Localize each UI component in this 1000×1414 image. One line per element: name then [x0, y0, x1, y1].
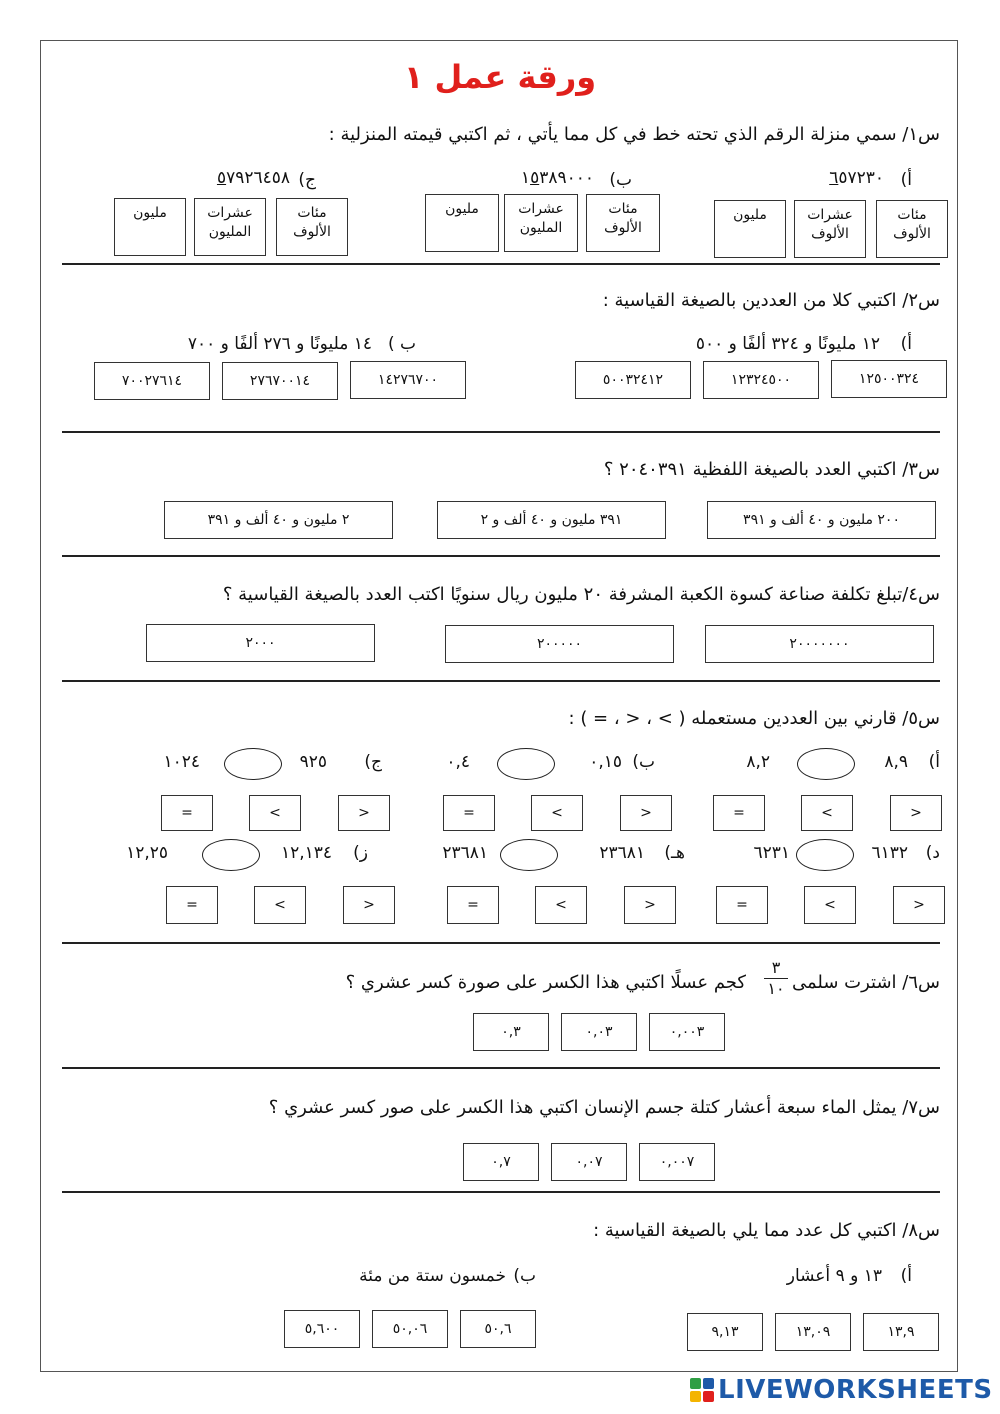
q5-right-value: ٦٢٣١: [753, 843, 790, 863]
q1a-label: أ): [900, 170, 912, 190]
q1a-underlined-digit: ٦: [829, 168, 839, 188]
q5-item-label: ب): [632, 752, 655, 772]
separator: [62, 680, 940, 682]
q6-fraction-denominator: ١٠: [767, 979, 785, 998]
logo-square: [690, 1391, 701, 1402]
separator: [62, 431, 940, 433]
q5-symbol-eq[interactable]: =: [166, 886, 218, 924]
q5-symbol-gt[interactable]: >: [535, 886, 587, 924]
q1b-number-first: ١: [520, 168, 531, 188]
q5-symbol-gt[interactable]: >: [249, 795, 301, 831]
q1b-option[interactable]: مليون: [425, 194, 499, 252]
separator: [62, 555, 940, 557]
q7-option[interactable]: ٠,٠٠٧: [639, 1143, 715, 1181]
logo-square: [703, 1378, 714, 1389]
q1-text: س١/ سمي منزلة الرقم الذي تحته خط في كل مما يأتي ، ثم اكتبي قيمته المنزلية :: [328, 124, 940, 145]
separator: [62, 942, 940, 944]
q1c-option[interactable]: مئات الألوف: [276, 198, 348, 256]
q3-text: س٣/ اكتبي العدد بالصيغة اللفظية ٢٠٤٠٣٩١ ؟: [603, 459, 940, 480]
q1a-number: [829, 168, 884, 188]
logo-grid-icon: [690, 1378, 714, 1402]
q1b-option[interactable]: عشرات المليون: [504, 194, 578, 252]
q8b-option[interactable]: ٥٠,٦: [460, 1310, 536, 1348]
q5-symbol-eq[interactable]: =: [161, 795, 213, 831]
logo-square: [703, 1391, 714, 1402]
q5-symbol-gt[interactable]: >: [254, 886, 306, 924]
q3-option[interactable]: ٢ مليون و ٤٠ ألف و ٣٩١: [164, 501, 393, 539]
q1a-number-rest: ٥٧٢٣٠: [838, 168, 884, 188]
separator: [62, 1067, 940, 1069]
q5-compare-oval[interactable]: [500, 839, 558, 871]
q5-symbol-lt[interactable]: <: [343, 886, 395, 924]
q5-right-value: ٢٣٦٨١: [442, 843, 488, 863]
q5-compare-oval[interactable]: [796, 839, 854, 871]
q5-item-label: د): [925, 843, 940, 863]
liveworksheets-logo: [690, 1374, 993, 1406]
q8b-expression: خمسون ستة من مئة: [359, 1266, 506, 1286]
q1c-option[interactable]: عشرات المليون: [194, 198, 266, 256]
q2a-label: أ): [900, 334, 912, 354]
q1b-number: [521, 168, 594, 188]
q5-right-value: ٠,٤: [446, 752, 470, 772]
q5-symbol-lt[interactable]: <: [620, 795, 672, 831]
q1c-option[interactable]: مليون: [114, 198, 186, 256]
q8a-option[interactable]: ١٣,٩: [863, 1313, 939, 1351]
q5-symbol-gt[interactable]: >: [804, 886, 856, 924]
q2a-option[interactable]: ١٢٥٠٠٣٢٤: [831, 360, 947, 398]
q5-compare-oval[interactable]: [202, 839, 260, 871]
q1b-label: ب): [609, 170, 632, 190]
q8a-label: أ): [900, 1266, 912, 1286]
q5-compare-oval[interactable]: [224, 748, 282, 780]
q5-left-value: ٠,١٥: [589, 752, 622, 772]
q1c-number-rest: ٧٩٢٦٤٥٨: [226, 168, 290, 188]
q8a-option[interactable]: ١٣,٠٩: [775, 1313, 851, 1351]
q8b-label: ب): [513, 1266, 536, 1286]
q1b-underlined-digit: ٥: [530, 168, 540, 188]
q2b-option[interactable]: ١٤٢٧٦٧٠٠: [350, 361, 466, 399]
q2-text: س٢/ اكتبي كلا من العددين بالصيغة القياسية :: [602, 290, 940, 311]
q2b-option[interactable]: ٢٧٦٧٠٠١٤: [222, 362, 338, 400]
q4-text: س٤/تبلغ تكلفة صناعة كسوة الكعبة المشرفة ٢٠ مليون ريال سنويًا اكتب العدد بالصيغة القياسية ؟: [222, 584, 940, 605]
q5-symbol-eq[interactable]: =: [447, 886, 499, 924]
q5-left-value: ٨,٩: [884, 752, 908, 772]
q5-item-label: ز): [353, 843, 368, 863]
q2b-option[interactable]: ٧٠٠٢٧٦١٤: [94, 362, 210, 400]
q2b-expression: ١٤ مليونًا و ٢٧٦ ألفًا و ٧٠٠: [187, 334, 372, 354]
q4-option[interactable]: ٢٠٠٠٠٠٠٠: [705, 625, 934, 663]
q1a-option[interactable]: مئات الألوف: [876, 200, 948, 258]
q1b-number-rest: ٣٨٩٠٠٠: [539, 168, 594, 188]
q1c-number: [217, 168, 290, 188]
q5-symbol-gt[interactable]: >: [531, 795, 583, 831]
q4-option[interactable]: ٢٠٠٠: [146, 624, 375, 662]
q6-option[interactable]: ٠,٠٠٣: [649, 1013, 725, 1051]
q5-symbol-gt[interactable]: >: [801, 795, 853, 831]
q6-fraction: [764, 958, 788, 999]
q5-text: س٥/ قارني بين العددين مستعمله ( > ، < ، = ) :: [568, 708, 940, 729]
q5-symbol-lt[interactable]: <: [893, 886, 945, 924]
q6-text-end: كجم عسلًا اكتبي هذا الكسر على صورة كسر عشري ؟: [345, 972, 746, 993]
q1a-option[interactable]: عشرات الألوف: [794, 200, 866, 258]
q5-compare-oval[interactable]: [497, 748, 555, 780]
q5-right-value: ١٢,٢٥: [126, 843, 168, 863]
q5-item-label: هـ): [664, 843, 685, 863]
q5-symbol-lt[interactable]: <: [624, 886, 676, 924]
q5-right-value: ٨,٢: [746, 752, 770, 772]
q8a-option[interactable]: ٩,١٣: [687, 1313, 763, 1351]
q6-text-start: س٦/ اشترت سلمى: [791, 972, 940, 993]
q2a-option[interactable]: ١٢٣٢٤٥٠٠: [703, 361, 819, 399]
q2b-label: ب ): [387, 334, 416, 354]
q7-option[interactable]: ٠,٠٧: [551, 1143, 627, 1181]
q5-symbol-lt[interactable]: <: [338, 795, 390, 831]
q5-item-label: ج): [364, 752, 382, 772]
q5-compare-oval[interactable]: [797, 748, 855, 780]
q6-fraction-numerator: ٣: [764, 958, 788, 979]
q5-item-label: أ): [928, 752, 940, 772]
q7-text: س٧/ يمثل الماء سبعة أعشار كتلة جسم الإنسان اكتبي هذا الكسر على صور كسر عشري ؟: [268, 1097, 940, 1118]
q2a-option[interactable]: ٥٠٠٣٢٤١٢: [575, 361, 691, 399]
separator: [62, 263, 940, 265]
logo-text: LIVEWORKSHEETS: [718, 1375, 993, 1405]
q6-option[interactable]: ٠,٠٣: [561, 1013, 637, 1051]
q8a-expression: ١٣ و ٩ أعشار: [786, 1266, 882, 1286]
q7-option[interactable]: ٠,٧: [463, 1143, 539, 1181]
q1a-option[interactable]: مليون: [714, 200, 786, 258]
q4-option[interactable]: ٢٠٠٠٠٠: [445, 625, 674, 663]
q5-right-value: ١٠٢٤: [163, 752, 200, 772]
q8b-option[interactable]: ٥,٦٠٠: [284, 1310, 360, 1348]
worksheet-title: ورقة عمل ١: [403, 58, 597, 96]
q1b-option[interactable]: مئات الألوف: [586, 194, 660, 252]
q5-left-value: ٦١٣٢: [871, 843, 908, 863]
q5-symbol-lt[interactable]: <: [890, 795, 942, 831]
q1c-underlined-digit: ٥: [216, 168, 227, 188]
q8-text: س٨/ اكتبي كل عدد مما يلي بالصيغة القياسية :: [593, 1220, 940, 1241]
q2a-expression: ١٢ مليونًا و ٣٢٤ ألفًا و ٥٠٠: [695, 334, 880, 354]
q6-option[interactable]: ٠,٣: [473, 1013, 549, 1051]
q5-symbol-eq[interactable]: =: [716, 886, 768, 924]
q3-option[interactable]: ٣٩١ مليون و ٤٠ ألف و ٢: [437, 501, 666, 539]
q5-left-value: ٩٢٥: [299, 752, 327, 772]
q3-option[interactable]: ٢٠٠ مليون و ٤٠ ألف و ٣٩١: [707, 501, 936, 539]
separator: [62, 1191, 940, 1193]
q8b-option[interactable]: ٥٠,٠٦: [372, 1310, 448, 1348]
q5-left-value: ٢٣٦٨١: [599, 843, 645, 863]
q1c-label: ج): [298, 170, 316, 190]
logo-square: [690, 1378, 701, 1389]
q5-left-value: ١٢,١٣٤: [280, 843, 332, 863]
q5-symbol-eq[interactable]: =: [713, 795, 765, 831]
q5-symbol-eq[interactable]: =: [443, 795, 495, 831]
